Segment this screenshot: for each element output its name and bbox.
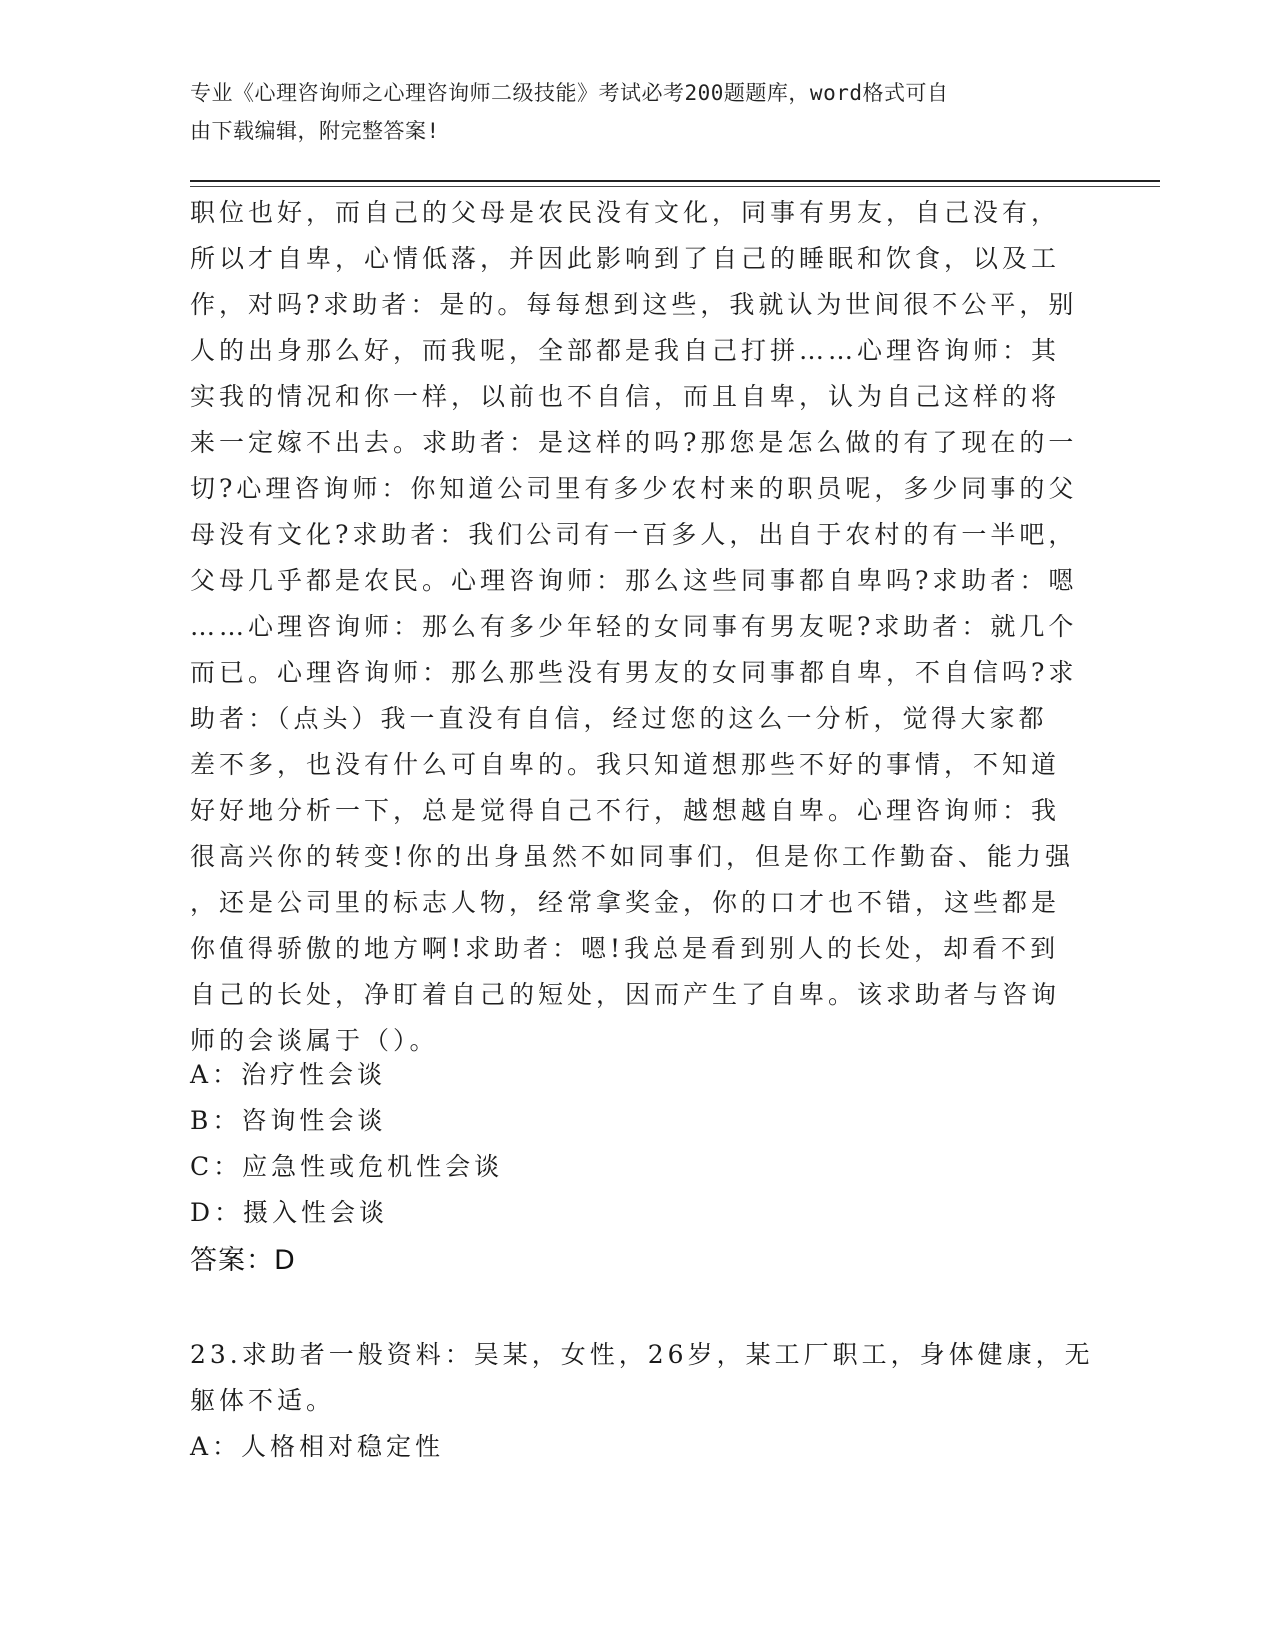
passage-line: 自己的长处，净盯着自己的短处，因而产生了自卑。该求助者与咨询 xyxy=(190,980,1061,1009)
passage-line: 作，对吗?求助者：是的。每每想到这些，我就认为世间很不公平，别 xyxy=(190,290,1078,319)
answer-options xyxy=(190,1052,1070,1236)
passage-line: 人的出身那么好，而我呢，全部都是我自己打拼……心理咨询师：其 xyxy=(190,336,1061,365)
answer-key: 答案：D xyxy=(190,1245,296,1276)
passage-line: 好好地分析一下，总是觉得自己不行，越想越自卑。心理咨询师：我 xyxy=(190,796,1061,825)
question-23-line: 23.求助者一般资料：吴某，女性，26岁，某工厂职工，身体健康，无 xyxy=(190,1340,1094,1369)
passage-line: 母没有文化?求助者：我们公司有一百多人，出自于农村的有一半吧， xyxy=(190,520,1078,549)
header-line-1: 专业《心理咨询师之心理咨询师二级技能》考试必考200题题库，word格式可自 xyxy=(190,81,949,105)
passage-line: 所以才自卑，心情低落，并因此影响到了自己的睡眠和饮食，以及工 xyxy=(190,244,1061,273)
option-d: D：摄入性会谈 xyxy=(190,1198,389,1227)
passage-line: 助者：（点头）我一直没有自信，经过您的这么一分析，觉得大家都 xyxy=(190,704,1048,733)
header-divider-thick xyxy=(190,180,1160,182)
passage-line: 而已。心理咨询师：那么那些没有男友的女同事都自卑，不自信吗?求 xyxy=(190,658,1078,687)
question-23-line: 躯体不适。 xyxy=(190,1386,336,1415)
page-header xyxy=(190,74,1070,150)
passage-line: ，还是公司里的标志人物，经常拿奖金，你的口才也不错，这些都是 xyxy=(190,888,1061,917)
question-passage xyxy=(190,190,1080,1064)
passage-line: 父母几乎都是农民。心理咨询师：那么这些同事都自卑吗?求助者：嗯 xyxy=(190,566,1078,595)
passage-line: 差不多，也没有什么可自卑的。我只知道想那些不好的事情，不知道 xyxy=(190,750,1061,779)
passage-line: ……心理咨询师：那么有多少年轻的女同事有男友呢?求助者：就几个 xyxy=(190,612,1078,641)
passage-line: 切?心理咨询师：你知道公司里有多少农村来的职员呢，多少同事的父 xyxy=(190,474,1078,503)
header-divider-thin xyxy=(190,186,1160,187)
passage-line: 师的会谈属于（）。 xyxy=(190,1026,439,1055)
option-b: B：咨询性会谈 xyxy=(190,1106,387,1135)
passage-line: 职位也好，而自己的父母是农民没有文化，同事有男友，自己没有， xyxy=(190,198,1061,227)
question-23 xyxy=(190,1332,1094,1470)
option-a: A：治疗性会谈 xyxy=(190,1060,387,1089)
header-line-2: 由下载编辑，附完整答案! xyxy=(190,119,440,143)
passage-line: 来一定嫁不出去。求助者：是这样的吗?那您是怎么做的有了现在的一 xyxy=(190,428,1078,457)
passage-line: 你值得骄傲的地方啊!求助者：嗯!我总是看到别人的长处，却看不到 xyxy=(190,934,1060,963)
question-23-option-a: A：人格相对稳定性 xyxy=(190,1432,445,1461)
passage-line: 很高兴你的转变!你的出身虽然不如同事们，但是你工作勤奋、能力强 xyxy=(190,842,1075,871)
passage-line: 实我的情况和你一样，以前也不自信，而且自卑，认为自己这样的将 xyxy=(190,382,1061,411)
option-c: C：应急性或危机性会谈 xyxy=(190,1152,504,1181)
